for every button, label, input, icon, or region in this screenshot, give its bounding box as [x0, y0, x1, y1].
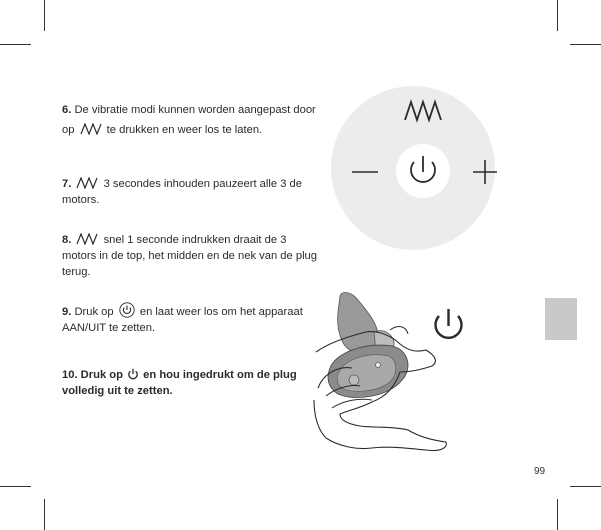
instruction-text: en laat weer los om het apparaat AAN/UIT te zetten. [62, 306, 303, 334]
instruction-text: en hou ingedrukt om de plug volledig uit te zetten. [62, 369, 297, 397]
instruction-number: 9. [62, 306, 72, 318]
instruction-number: 8. [62, 234, 72, 246]
instruction-text: Druk op [80, 369, 123, 381]
plug-shape [338, 293, 379, 351]
instruction-number: 7. [62, 178, 72, 190]
instruction-text: De vibratie modi kunnen worden aangepast door op [62, 104, 316, 136]
chapter-tab [545, 298, 577, 340]
instruction-text: 3 secondes inhouden pauzeert alle 3 de motors. [62, 178, 302, 206]
power-icon [435, 309, 461, 338]
instruction-number: 6. [62, 104, 72, 116]
instruction-text: Druk op [74, 306, 114, 318]
instruction-number: 10. [62, 369, 78, 381]
instruction-text: snel 1 seconde indrukken draait de 3 motors in de top, het midden en de nek van de plug terug. [62, 234, 317, 278]
instruction-text: te drukken en weer los te laten. [106, 124, 263, 136]
page-number: 99 [534, 466, 546, 477]
